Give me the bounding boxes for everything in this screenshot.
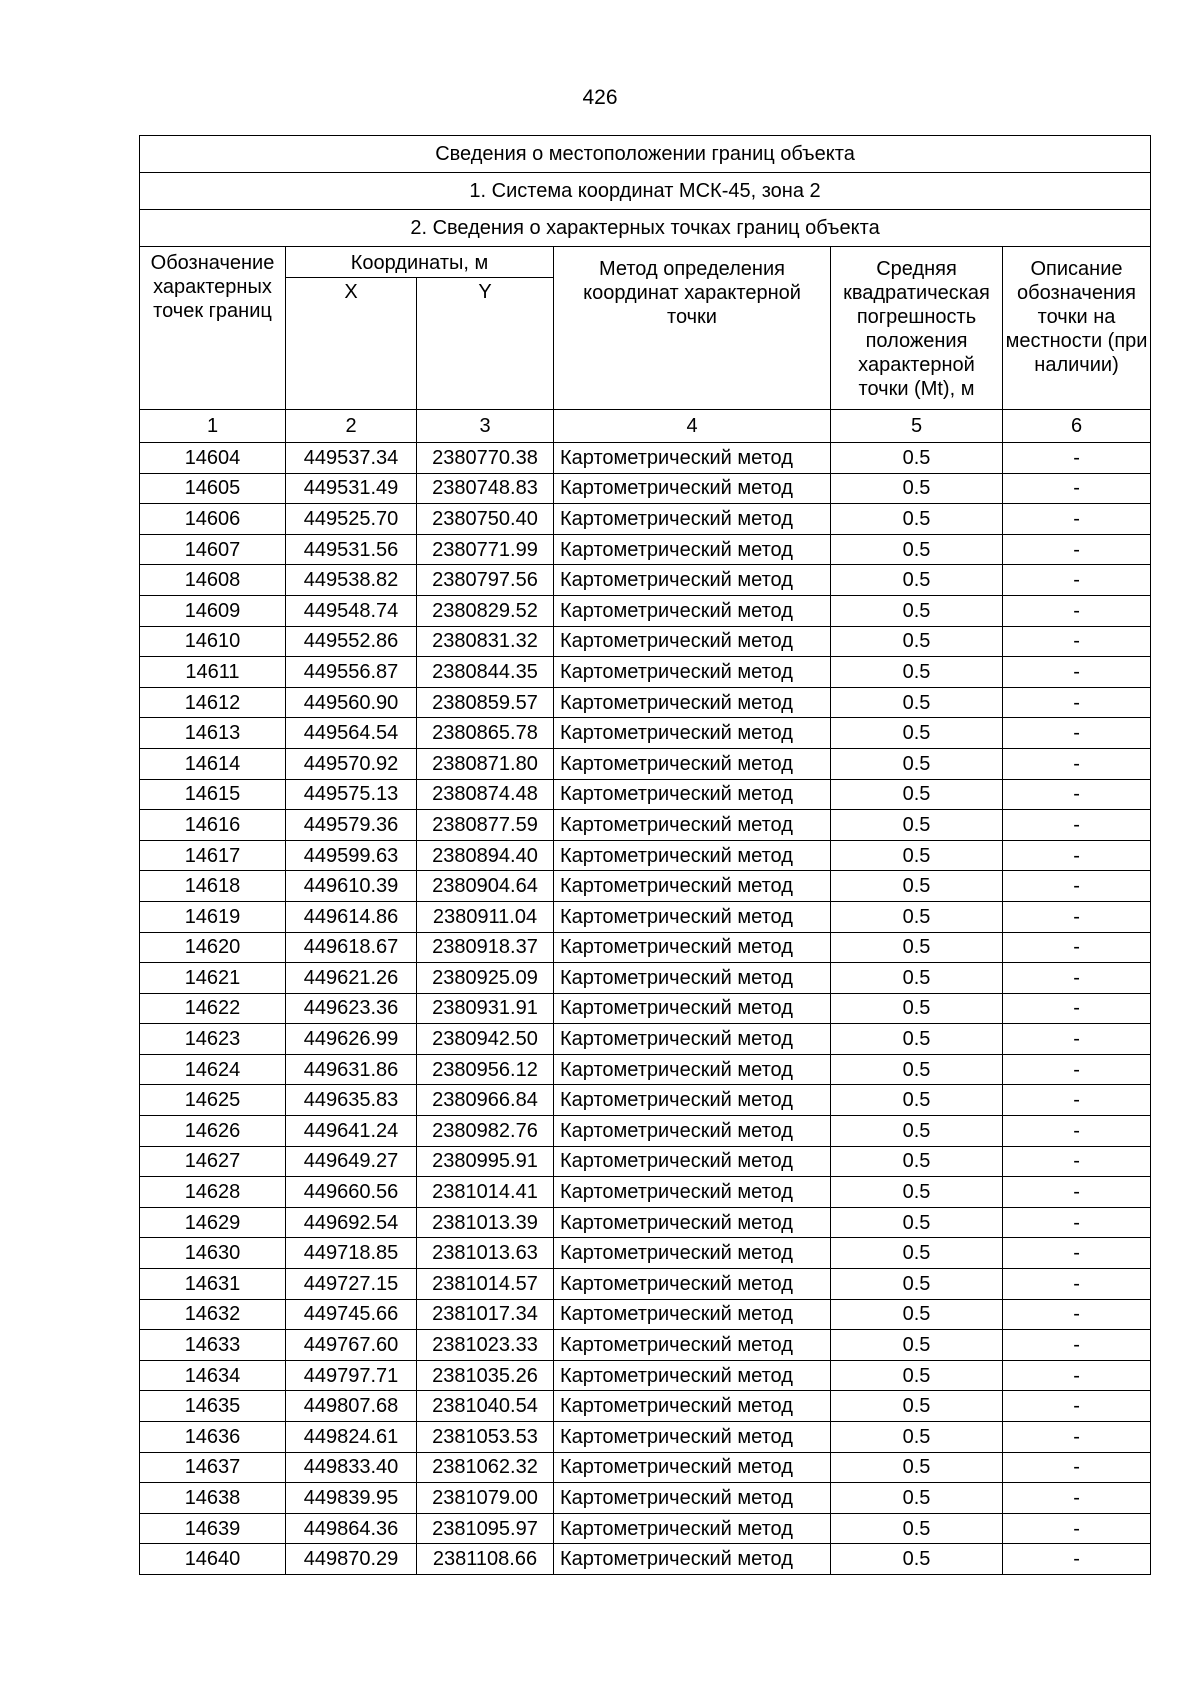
table-row [140, 1177, 1151, 1208]
x-coordinate-cell: 449870.29 [286, 1544, 417, 1575]
x-coordinate-cell: 449631.86 [286, 1054, 417, 1085]
method-cell: Картометрический метод [554, 1330, 831, 1361]
y-coordinate-cell: 2380750.40 [417, 504, 554, 535]
method-cell: Картометрический метод [554, 443, 831, 474]
description-cell: - [1003, 504, 1151, 535]
y-coordinate-cell: 2380771.99 [417, 534, 554, 565]
point-id-cell: 14606 [140, 504, 286, 535]
table-row [140, 1422, 1151, 1453]
point-id-cell: 14607 [140, 534, 286, 565]
error-cell: 0.5 [831, 1360, 1003, 1391]
table-row [140, 1269, 1151, 1300]
point-id-cell: 14609 [140, 595, 286, 626]
description-cell: - [1003, 1422, 1151, 1453]
error-cell: 0.5 [831, 1330, 1003, 1361]
description-cell: - [1003, 1024, 1151, 1055]
table-row [140, 1116, 1151, 1147]
error-cell: 0.5 [831, 443, 1003, 474]
method-cell: Картометрический метод [554, 1116, 831, 1147]
description-cell: - [1003, 932, 1151, 963]
point-id-cell: 14633 [140, 1330, 286, 1361]
description-cell: - [1003, 595, 1151, 626]
y-coordinate-cell: 2380911.04 [417, 901, 554, 932]
table-row [140, 1391, 1151, 1422]
y-coordinate-cell: 2381079.00 [417, 1483, 554, 1514]
error-cell: 0.5 [831, 718, 1003, 749]
x-coordinate-cell: 449575.13 [286, 779, 417, 810]
header-error: Средняя квадратическая погрешность положения характерной точки (Mt), м [831, 247, 1003, 410]
x-coordinate-cell: 449614.86 [286, 901, 417, 932]
point-id-cell: 14621 [140, 963, 286, 994]
table-row [140, 810, 1151, 841]
method-cell: Картометрический метод [554, 534, 831, 565]
x-coordinate-cell: 449579.36 [286, 810, 417, 841]
point-id-cell: 14618 [140, 871, 286, 902]
header-y: Y [417, 278, 554, 410]
x-coordinate-cell: 449621.26 [286, 963, 417, 994]
y-coordinate-cell: 2381040.54 [417, 1391, 554, 1422]
error-cell: 0.5 [831, 1391, 1003, 1422]
method-cell: Картометрический метод [554, 1452, 831, 1483]
method-cell: Картометрический метод [554, 1177, 831, 1208]
header-x: X [286, 278, 417, 410]
column-number: 1 [140, 410, 286, 443]
description-cell: - [1003, 657, 1151, 688]
x-coordinate-cell: 449807.68 [286, 1391, 417, 1422]
method-cell: Картометрический метод [554, 1483, 831, 1514]
description-cell: - [1003, 1391, 1151, 1422]
y-coordinate-cell: 2380859.57 [417, 687, 554, 718]
y-coordinate-cell: 2380982.76 [417, 1116, 554, 1147]
header-designation: Обозначение характерных точек границ [140, 247, 286, 410]
y-coordinate-cell: 2381017.34 [417, 1299, 554, 1330]
y-coordinate-cell: 2380918.37 [417, 932, 554, 963]
description-cell: - [1003, 1238, 1151, 1269]
y-coordinate-cell: 2381014.57 [417, 1269, 554, 1300]
x-coordinate-cell: 449552.86 [286, 626, 417, 657]
x-coordinate-cell: 449833.40 [286, 1452, 417, 1483]
y-coordinate-cell: 2380748.83 [417, 473, 554, 504]
point-id-cell: 14611 [140, 657, 286, 688]
method-cell: Картометрический метод [554, 1513, 831, 1544]
table-row [140, 993, 1151, 1024]
error-cell: 0.5 [831, 963, 1003, 994]
x-coordinate-cell: 449564.54 [286, 718, 417, 749]
method-cell: Картометрический метод [554, 871, 831, 902]
table-row [140, 1360, 1151, 1391]
point-id-cell: 14634 [140, 1360, 286, 1391]
method-cell: Картометрический метод [554, 565, 831, 596]
column-number: 6 [1003, 410, 1151, 443]
error-cell: 0.5 [831, 1238, 1003, 1269]
description-cell: - [1003, 1146, 1151, 1177]
table-row [140, 1330, 1151, 1361]
description-cell: - [1003, 1330, 1151, 1361]
section-title: 2. Сведения о характерных точках границ объекта [140, 210, 1151, 247]
column-number: 3 [417, 410, 554, 443]
description-cell: - [1003, 1544, 1151, 1575]
method-cell: Картометрический метод [554, 1146, 831, 1177]
description-cell: - [1003, 1054, 1151, 1085]
table-row [140, 1544, 1151, 1575]
error-cell: 0.5 [831, 840, 1003, 871]
y-coordinate-cell: 2380770.38 [417, 443, 554, 474]
point-id-cell: 14636 [140, 1422, 286, 1453]
description-cell: - [1003, 963, 1151, 994]
y-coordinate-cell: 2380831.32 [417, 626, 554, 657]
error-cell: 0.5 [831, 1422, 1003, 1453]
error-cell: 0.5 [831, 504, 1003, 535]
x-coordinate-cell: 449660.56 [286, 1177, 417, 1208]
coordinate-system-row [140, 173, 1151, 210]
description-cell: - [1003, 1085, 1151, 1116]
x-coordinate-cell: 449718.85 [286, 1238, 417, 1269]
method-cell: Картометрический метод [554, 504, 831, 535]
error-cell: 0.5 [831, 626, 1003, 657]
description-cell: - [1003, 1483, 1151, 1514]
x-coordinate-cell: 449548.74 [286, 595, 417, 626]
error-cell: 0.5 [831, 595, 1003, 626]
description-cell: - [1003, 748, 1151, 779]
error-cell: 0.5 [831, 810, 1003, 841]
x-coordinate-cell: 449538.82 [286, 565, 417, 596]
table-row [140, 504, 1151, 535]
point-id-cell: 14620 [140, 932, 286, 963]
method-cell: Картометрический метод [554, 626, 831, 657]
table-row [140, 1146, 1151, 1177]
table-row [140, 595, 1151, 626]
y-coordinate-cell: 2381013.39 [417, 1207, 554, 1238]
y-coordinate-cell: 2380865.78 [417, 718, 554, 749]
table-row [140, 1483, 1151, 1514]
table-row [140, 932, 1151, 963]
table-row [140, 779, 1151, 810]
method-cell: Картометрический метод [554, 1299, 831, 1330]
column-number-row [140, 410, 1151, 443]
column-number: 4 [554, 410, 831, 443]
x-coordinate-cell: 449641.24 [286, 1116, 417, 1147]
method-cell: Картометрический метод [554, 993, 831, 1024]
method-cell: Картометрический метод [554, 840, 831, 871]
error-cell: 0.5 [831, 748, 1003, 779]
error-cell: 0.5 [831, 565, 1003, 596]
point-id-cell: 14640 [140, 1544, 286, 1575]
table-row [140, 1513, 1151, 1544]
point-id-cell: 14605 [140, 473, 286, 504]
column-number: 5 [831, 410, 1003, 443]
y-coordinate-cell: 2380956.12 [417, 1054, 554, 1085]
x-coordinate-cell: 449537.34 [286, 443, 417, 474]
point-id-cell: 14637 [140, 1452, 286, 1483]
method-cell: Картометрический метод [554, 1544, 831, 1575]
header-row-1 [140, 247, 1151, 278]
error-cell: 0.5 [831, 1483, 1003, 1514]
method-cell: Картометрический метод [554, 810, 831, 841]
point-id-cell: 14624 [140, 1054, 286, 1085]
x-coordinate-cell: 449635.83 [286, 1085, 417, 1116]
description-cell: - [1003, 1513, 1151, 1544]
x-coordinate-cell: 449839.95 [286, 1483, 417, 1514]
y-coordinate-cell: 2381014.41 [417, 1177, 554, 1208]
table-row [140, 871, 1151, 902]
method-cell: Картометрический метод [554, 1360, 831, 1391]
point-id-cell: 14631 [140, 1269, 286, 1300]
description-cell: - [1003, 871, 1151, 902]
error-cell: 0.5 [831, 779, 1003, 810]
point-id-cell: 14616 [140, 810, 286, 841]
y-coordinate-cell: 2380966.84 [417, 1085, 554, 1116]
method-cell: Картометрический метод [554, 1207, 831, 1238]
description-cell: - [1003, 993, 1151, 1024]
x-coordinate-cell: 449525.70 [286, 504, 417, 535]
error-cell: 0.5 [831, 932, 1003, 963]
table-row [140, 1024, 1151, 1055]
description-cell: - [1003, 473, 1151, 504]
table-row [140, 687, 1151, 718]
description-cell: - [1003, 565, 1151, 596]
x-coordinate-cell: 449623.36 [286, 993, 417, 1024]
boundary-points-table [139, 135, 1151, 1575]
method-cell: Картометрический метод [554, 1391, 831, 1422]
x-coordinate-cell: 449560.90 [286, 687, 417, 718]
description-cell: - [1003, 687, 1151, 718]
error-cell: 0.5 [831, 1452, 1003, 1483]
description-cell: - [1003, 443, 1151, 474]
point-id-cell: 14628 [140, 1177, 286, 1208]
section-title-row [140, 210, 1151, 247]
x-coordinate-cell: 449610.39 [286, 871, 417, 902]
description-cell: - [1003, 810, 1151, 841]
method-cell: Картометрический метод [554, 1422, 831, 1453]
description-cell: - [1003, 1177, 1151, 1208]
table-row [140, 626, 1151, 657]
y-coordinate-cell: 2380904.64 [417, 871, 554, 902]
point-id-cell: 14630 [140, 1238, 286, 1269]
y-coordinate-cell: 2380995.91 [417, 1146, 554, 1177]
error-cell: 0.5 [831, 534, 1003, 565]
table-row [140, 901, 1151, 932]
y-coordinate-cell: 2380829.52 [417, 595, 554, 626]
point-id-cell: 14639 [140, 1513, 286, 1544]
point-id-cell: 14626 [140, 1116, 286, 1147]
error-cell: 0.5 [831, 993, 1003, 1024]
y-coordinate-cell: 2381053.53 [417, 1422, 554, 1453]
x-coordinate-cell: 449531.56 [286, 534, 417, 565]
method-cell: Картометрический метод [554, 748, 831, 779]
y-coordinate-cell: 2380877.59 [417, 810, 554, 841]
point-id-cell: 14613 [140, 718, 286, 749]
error-cell: 0.5 [831, 1513, 1003, 1544]
point-id-cell: 14623 [140, 1024, 286, 1055]
error-cell: 0.5 [831, 1269, 1003, 1300]
x-coordinate-cell: 449745.66 [286, 1299, 417, 1330]
method-cell: Картометрический метод [554, 1238, 831, 1269]
point-id-cell: 14617 [140, 840, 286, 871]
x-coordinate-cell: 449618.67 [286, 932, 417, 963]
page-number: 426 [582, 86, 618, 109]
description-cell: - [1003, 718, 1151, 749]
x-coordinate-cell: 449864.36 [286, 1513, 417, 1544]
header-method: Метод определения координат характерной точки [554, 247, 831, 410]
error-cell: 0.5 [831, 1085, 1003, 1116]
description-cell: - [1003, 1269, 1151, 1300]
point-id-cell: 14635 [140, 1391, 286, 1422]
table-row [140, 963, 1151, 994]
description-cell: - [1003, 1299, 1151, 1330]
table-body [140, 136, 1151, 1575]
error-cell: 0.5 [831, 1299, 1003, 1330]
error-cell: 0.5 [831, 1544, 1003, 1575]
x-coordinate-cell: 449626.99 [286, 1024, 417, 1055]
x-coordinate-cell: 449727.15 [286, 1269, 417, 1300]
method-cell: Картометрический метод [554, 595, 831, 626]
error-cell: 0.5 [831, 1024, 1003, 1055]
y-coordinate-cell: 2380942.50 [417, 1024, 554, 1055]
error-cell: 0.5 [831, 687, 1003, 718]
error-cell: 0.5 [831, 1207, 1003, 1238]
point-id-cell: 14632 [140, 1299, 286, 1330]
point-id-cell: 14614 [140, 748, 286, 779]
x-coordinate-cell: 449797.71 [286, 1360, 417, 1391]
x-coordinate-cell: 449570.92 [286, 748, 417, 779]
column-number: 2 [286, 410, 417, 443]
y-coordinate-cell: 2380797.56 [417, 565, 554, 596]
point-id-cell: 14627 [140, 1146, 286, 1177]
header-coordinates: Координаты, м [286, 247, 554, 278]
description-cell: - [1003, 840, 1151, 871]
y-coordinate-cell: 2380894.40 [417, 840, 554, 871]
description-cell: - [1003, 626, 1151, 657]
point-id-cell: 14622 [140, 993, 286, 1024]
point-id-cell: 14604 [140, 443, 286, 474]
description-cell: - [1003, 1116, 1151, 1147]
table-title: Сведения о местоположении границ объекта [140, 136, 1151, 173]
description-cell: - [1003, 1207, 1151, 1238]
table-title-row [140, 136, 1151, 173]
point-id-cell: 14608 [140, 565, 286, 596]
y-coordinate-cell: 2381035.26 [417, 1360, 554, 1391]
table-row [140, 1207, 1151, 1238]
method-cell: Картометрический метод [554, 1054, 831, 1085]
error-cell: 0.5 [831, 1146, 1003, 1177]
point-id-cell: 14625 [140, 1085, 286, 1116]
error-cell: 0.5 [831, 1054, 1003, 1085]
method-cell: Картометрический метод [554, 687, 831, 718]
table-row [140, 534, 1151, 565]
method-cell: Картометрический метод [554, 901, 831, 932]
y-coordinate-cell: 2381095.97 [417, 1513, 554, 1544]
method-cell: Картометрический метод [554, 1269, 831, 1300]
error-cell: 0.5 [831, 871, 1003, 902]
table-row [140, 1085, 1151, 1116]
y-coordinate-cell: 2380874.48 [417, 779, 554, 810]
error-cell: 0.5 [831, 657, 1003, 688]
description-cell: - [1003, 779, 1151, 810]
point-id-cell: 14615 [140, 779, 286, 810]
error-cell: 0.5 [831, 473, 1003, 504]
y-coordinate-cell: 2381062.32 [417, 1452, 554, 1483]
method-cell: Картометрический метод [554, 963, 831, 994]
method-cell: Картометрический метод [554, 1024, 831, 1055]
point-id-cell: 14619 [140, 901, 286, 932]
table-row [140, 443, 1151, 474]
point-id-cell: 14638 [140, 1483, 286, 1514]
error-cell: 0.5 [831, 1177, 1003, 1208]
table-row [140, 657, 1151, 688]
error-cell: 0.5 [831, 901, 1003, 932]
y-coordinate-cell: 2381013.63 [417, 1238, 554, 1269]
point-id-cell: 14629 [140, 1207, 286, 1238]
y-coordinate-cell: 2380925.09 [417, 963, 554, 994]
y-coordinate-cell: 2380931.91 [417, 993, 554, 1024]
description-cell: - [1003, 534, 1151, 565]
x-coordinate-cell: 449692.54 [286, 1207, 417, 1238]
table-row [140, 748, 1151, 779]
point-id-cell: 14612 [140, 687, 286, 718]
y-coordinate-cell: 2380844.35 [417, 657, 554, 688]
table-row [140, 1452, 1151, 1483]
y-coordinate-cell: 2381023.33 [417, 1330, 554, 1361]
x-coordinate-cell: 449556.87 [286, 657, 417, 688]
x-coordinate-cell: 449649.27 [286, 1146, 417, 1177]
table-row [140, 718, 1151, 749]
method-cell: Картометрический метод [554, 473, 831, 504]
table-row [140, 565, 1151, 596]
x-coordinate-cell: 449531.49 [286, 473, 417, 504]
header-description: Описание обозначения точки на местности (при наличии) [1003, 247, 1151, 410]
table-row [140, 1238, 1151, 1269]
table-row [140, 1054, 1151, 1085]
table-row [140, 840, 1151, 871]
error-cell: 0.5 [831, 1116, 1003, 1147]
x-coordinate-cell: 449824.61 [286, 1422, 417, 1453]
y-coordinate-cell: 2380871.80 [417, 748, 554, 779]
description-cell: - [1003, 901, 1151, 932]
x-coordinate-cell: 449599.63 [286, 840, 417, 871]
description-cell: - [1003, 1452, 1151, 1483]
method-cell: Картометрический метод [554, 657, 831, 688]
description-cell: - [1003, 1360, 1151, 1391]
point-id-cell: 14610 [140, 626, 286, 657]
method-cell: Картометрический метод [554, 1085, 831, 1116]
x-coordinate-cell: 449767.60 [286, 1330, 417, 1361]
table-row [140, 473, 1151, 504]
method-cell: Картометрический метод [554, 932, 831, 963]
method-cell: Картометрический метод [554, 718, 831, 749]
coordinate-system-title: 1. Система координат МСК-45, зона 2 [140, 173, 1151, 210]
table-row [140, 1299, 1151, 1330]
y-coordinate-cell: 2381108.66 [417, 1544, 554, 1575]
method-cell: Картометрический метод [554, 779, 831, 810]
